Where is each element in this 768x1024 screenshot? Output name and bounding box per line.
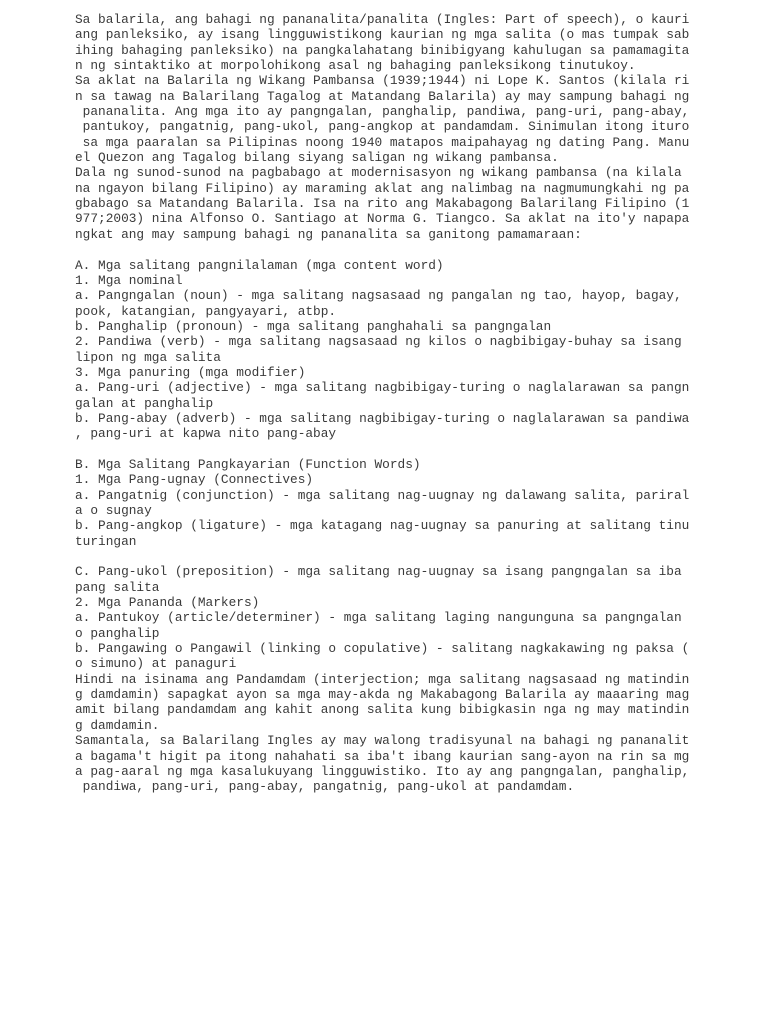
text-line: pantukoy, pangatnig, pang-ukol, pang-angkop at pandamdam. Sinimulan itong ituro	[75, 119, 690, 135]
text-line: ngkat ang may sampung bahagi ng pananalita sa ganitong pamamaraan:	[75, 226, 582, 242]
text-line: b. Pang-abay (adverb) - mga salitang nagbibigay-turing o naglalarawan sa pandiwa	[75, 410, 690, 426]
text-line: 2. Pandiwa (verb) - mga salitang nagsasaad ng kilos o nagbibigay-buhay sa isang	[75, 334, 682, 350]
text-line: Samantala, sa Balarilang Ingles ay may walong tradisyunal na bahagi ng pananalit	[75, 733, 690, 749]
text-line: sa mga paaralan sa Pilipinas noong 1940 matapos maipahayag ng dating Pang. Manu	[75, 134, 690, 150]
text-line: lipon ng mga salita	[75, 349, 221, 365]
text-line: ang panleksiko, ay isang lingguwistikong kaurian ng mga salita (o mas tumpak sab	[75, 27, 690, 43]
text-line: pook, katangian, pangyayari, atbp.	[75, 303, 337, 319]
text-line: g damdamin.	[75, 717, 160, 733]
text-line: n ng sintaktiko at morpolohikong asal ng bahaging panleksikong tinutukoy.	[75, 58, 636, 74]
text-line: b. Pangawing o Pangawil (linking o copulative) - salitang nagkakawing ng paksa (	[75, 641, 690, 657]
blank-line	[75, 242, 695, 257]
text-line: turingan	[75, 533, 137, 549]
text-line: C. Pang-ukol (preposition) - mga salitang nag-uugnay sa isang pangngalan sa iba	[75, 564, 682, 580]
text-line: gbabago sa Matandang Balarila. Isa na rito ang Makabagong Balarilang Filipino (1	[75, 196, 690, 212]
text-line: A. Mga salitang pangnilalaman (mga content word)	[75, 257, 444, 273]
text-line: 1. Mga Pang-ugnay (Connectives)	[75, 472, 314, 488]
text-line: a pag-aaral ng mga kasalukuyang lingguwistiko. Ito ay ang pangngalan, panghalip,	[75, 763, 690, 779]
text-line: Sa balarila, ang bahagi ng pananalita/panalita (Ingles: Part of speech), o kauri	[75, 12, 690, 27]
text-line: a. Pantukoy (article/determiner) - mga salitang laging nangunguna sa pangngalan	[75, 610, 682, 626]
text-line: 977;2003) nina Alfonso O. Santiago at Norma G. Tiangco. Sa aklat na ito'y napapa	[75, 211, 690, 227]
text-line: a. Pang-uri (adjective) - mga salitang nagbibigay-turing o naglalarawan sa pangn	[75, 380, 690, 396]
text-line: pandiwa, pang-uri, pang-abay, pangatnig, pang-ukol at pandamdam.	[75, 779, 575, 795]
blank-line	[75, 549, 695, 564]
text-line: a o sugnay	[75, 503, 152, 518]
text-line: 2. Mga Pananda (Markers)	[75, 595, 260, 611]
text-line: el Quezon ang Tagalog bilang siyang saligan ng wikang pambansa.	[75, 150, 559, 166]
text-line: pananalita. Ang mga ito ay pangngalan, panghalip, pandiwa, pang-uri, pang-abay,	[75, 104, 690, 120]
text-line: o panghalip	[75, 625, 160, 641]
text-line: ihing bahaging panleksiko) na pangkalahatang binibigyang kahulugan sa pamamagita	[75, 42, 690, 58]
text-line: a. Pangngalan (noun) - mga salitang nagsasaad ng pangalan ng tao, hayop, bagay,	[75, 288, 682, 304]
text-line: pang salita	[75, 579, 160, 595]
text-line: b. Pang-angkop (ligature) - mga katagang nag-uugnay sa panuring at salitang tinu	[75, 518, 690, 534]
text-line: n sa tawag na Balarilang Tagalog at Matandang Balarila) ay may sampung bahagi ng	[75, 88, 690, 104]
blank-line	[75, 442, 695, 457]
text-line: B. Mga Salitang Pangkayarian (Function Words)	[75, 456, 421, 472]
text-line: a. Pangatnig (conjunction) - mga salitang nag-uugnay ng dalawang salita, pariral	[75, 487, 690, 503]
text-line: b. Panghalip (pronoun) - mga salitang panghahali sa pangngalan	[75, 318, 552, 334]
text-line: Sa aklat na Balarila ng Wikang Pambansa (1939;1944) ni Lope K. Santos (kilala ri	[75, 73, 690, 89]
text-line: galan at panghalip	[75, 395, 214, 411]
text-line: amit bilang pandamdam ang kahit anong salita kung bibigkasin nga ng may matindin	[75, 702, 690, 718]
text-line: , pang-uri at kapwa nito pang-abay	[75, 426, 337, 442]
text-line: a bagama't higit pa itong nahahati sa iba't ibang kaurian sang-ayon na rin sa mg	[75, 748, 690, 764]
text-line: g damdamin) sapagkat ayon sa mga may-akda ng Makabagong Balarila ay maaaring mag	[75, 687, 690, 703]
text-line: Dala ng sunod-sunod na pagbabago at modernisasyon ng wikang pambansa (na kilala	[75, 165, 682, 181]
text-line: o simuno) at panaguri	[75, 656, 237, 672]
text-line: na ngayon bilang Filipino) ay maraming aklat ang nalimbag na nagmumungkahi ng pa	[75, 180, 690, 196]
text-line: 3. Mga panuring (mga modifier)	[75, 364, 306, 380]
text-line: 1. Mga nominal	[75, 272, 183, 288]
text-line: Hindi na isinama ang Pandamdam (interjection; mga salitang nagsasaad ng matindin	[75, 671, 690, 687]
document-page	[75, 12, 695, 1012]
